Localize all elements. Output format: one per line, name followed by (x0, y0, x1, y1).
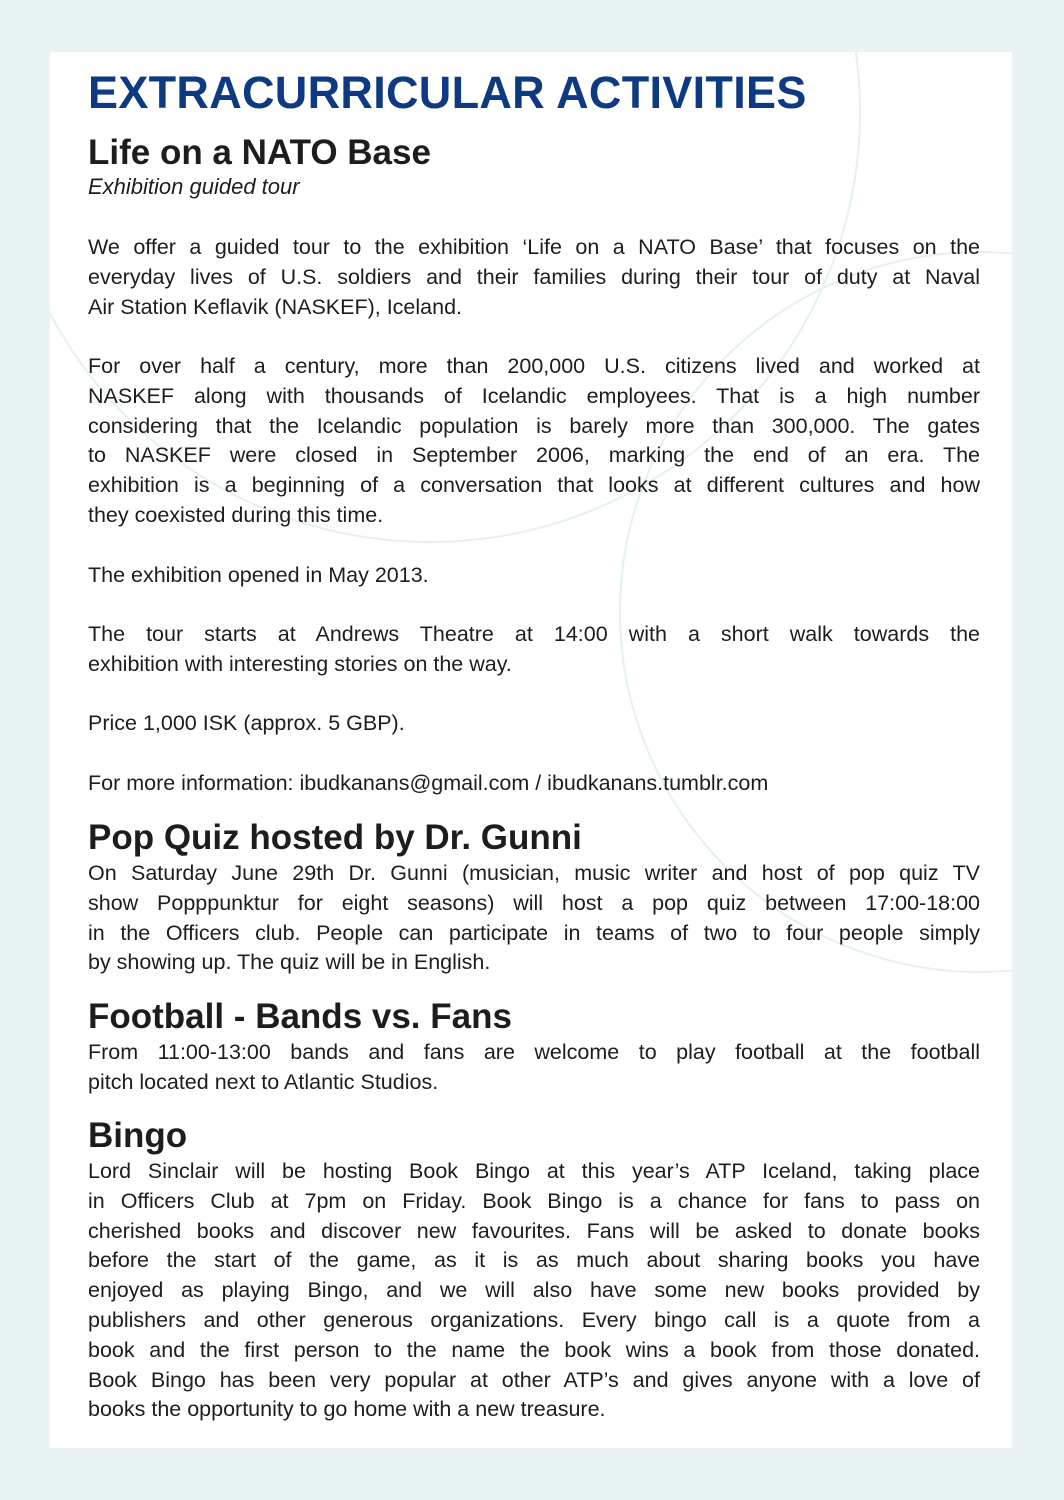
section-heading: Life on a NATO Base (88, 133, 431, 172)
paragraph-line: Book Bingo has been very popular at other ATP’s and gives anyone with a love of (88, 1367, 980, 1392)
paragraph-line: From 11:00-13:00 bands and fans are welcome to play football at the football (88, 1040, 980, 1064)
paragraph-line: by showing up. The quiz will be in English. (88, 950, 491, 975)
paragraph-line: The tour starts at Andrews Theatre at 14:00 with a short walk towards the (88, 622, 980, 646)
paragraph-line: pitch located next to Atlantic Studios. (88, 1069, 439, 1094)
paragraph-line: exhibition with interesting stories on the way. (88, 651, 512, 676)
paragraph (88, 769, 980, 799)
paragraph-line: NASKEF along with thousands of Icelandic employees. That is a high number (88, 383, 980, 408)
paragraph (88, 561, 980, 591)
paragraph-line: show Popppunktur for eight seasons) will host a pop quiz between 17:00-18:00 (88, 890, 980, 915)
paragraph-line: On Saturday June 29th Dr. Gunni (musician, music writer and host of pop quiz TV (88, 861, 980, 885)
section-heading: Football - Bands vs. Fans (88, 997, 512, 1036)
paragraph-line: The exhibition opened in May 2013. (88, 563, 429, 587)
paragraph (88, 620, 980, 680)
paragraph-line: We offer a guided tour to the exhibition ‘Life on a NATO Base’ that focuses on the (88, 235, 980, 259)
paragraph (88, 1038, 980, 1098)
paragraph-line: to NASKEF were closed in September 2006, marking the end of an era. The (88, 443, 980, 468)
section-subtitle: Exhibition guided tour (88, 174, 300, 199)
paragraph (88, 1157, 980, 1425)
paragraph-line: For over half a century, more than 200,000 U.S. citizens lived and worked at (88, 354, 980, 378)
paragraph-line: books the opportunity to go home with a new treasure. (88, 1397, 606, 1422)
paragraph-line: they coexisted during this time. (88, 502, 384, 527)
paragraph-line: enjoyed as playing Bingo, and we will also have some new books provided by (88, 1278, 980, 1303)
paragraph-line: book and the first person to the name the book wins a book from those donated. (88, 1337, 980, 1362)
paragraph-line: Price 1,000 ISK (approx. 5 GBP). (88, 711, 405, 735)
paragraph-line: exhibition is a beginning of a conversation that looks at different cultures and how (88, 473, 980, 498)
paragraph-line: in the Officers club. People can participate in teams of two to four people simply (88, 920, 980, 945)
paragraph (88, 709, 980, 739)
paragraph (88, 233, 980, 322)
paragraph-line: before the start of the game, as it is as much about sharing books you have (88, 1248, 980, 1273)
paragraph-line: cherished books and discover new favourites. Fans will be asked to donate books (88, 1218, 980, 1243)
paragraph-line: For more information: ibudkanans@gmail.com / ibudkanans.tumblr.com (88, 771, 769, 795)
paragraph-line: Air Station Keflavik (NASKEF), Iceland. (88, 294, 463, 319)
paragraph-line: in Officers Club at 7pm on Friday. Book Bingo is a chance for fans to pass on (88, 1188, 980, 1213)
paragraph-line: publishers and other generous organizations. Every bingo call is a quote from a (88, 1307, 980, 1332)
paragraph-line: considering that the Icelandic population is barely more than 300,000. The gates (88, 413, 980, 438)
paragraph-line: Lord Sinclair will be hosting Book Bingo at this year’s ATP Iceland, taking place (88, 1159, 980, 1183)
page-title: EXTRACURRICULAR ACTIVITIES (88, 67, 807, 118)
paragraph (88, 859, 980, 978)
section-heading: Bingo (88, 1116, 188, 1155)
paragraph-line: everyday lives of U.S. soldiers and their families during their tour of duty at Naval (88, 264, 980, 289)
paragraph (88, 352, 980, 531)
section-heading: Pop Quiz hosted by Dr. Gunni (88, 818, 582, 857)
